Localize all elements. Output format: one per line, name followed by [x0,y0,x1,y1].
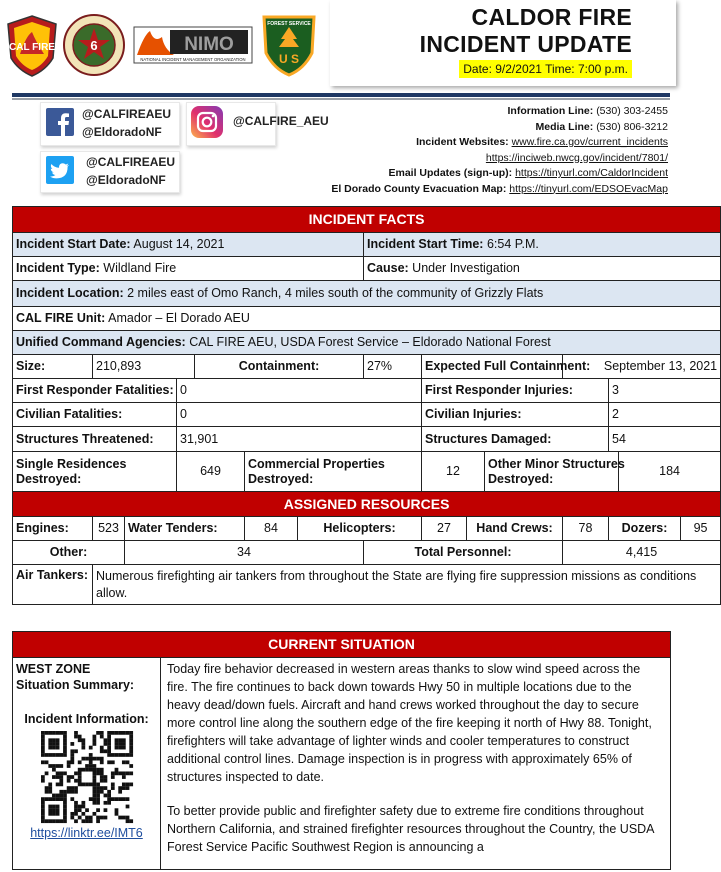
facts-row-unit [13,307,721,331]
info-line-value: (530) 303-2455 [596,105,668,117]
civilian-injuries-value: 2 [609,403,721,427]
facts-row-destroyed [13,452,721,492]
dozers-value: 95 [681,517,721,541]
structures-damaged-value: 54 [609,427,721,452]
websites-label: Incident Websites: [416,136,509,148]
twitter-icon[interactable] [46,156,74,184]
start-date-label: Incident Start Date: [16,237,131,251]
structures-damaged-label: Structures Damaged: [422,427,609,452]
instagram-icon[interactable] [191,106,223,138]
location-label: Incident Location: [16,286,124,300]
firefighter-team-6-patch [63,14,125,76]
other-label: Other: [13,541,125,565]
inciweb-row [331,151,668,167]
size-value: 210,893 [93,355,195,379]
svg-text:CAL FIRE: CAL FIRE [9,42,55,53]
single-residences-value: 649 [177,452,245,492]
responder-fatalities-value: 0 [177,379,422,403]
calfire-unit-value: Amador – El Dorado AEU [108,311,250,325]
media-line-row [331,120,668,136]
unified-command-value: CAL FIRE AEU, USDA Forest Service – Eldorado National Forest [189,335,551,349]
facts-row-civilian [13,403,721,427]
responder-injuries-label: First Responder Injuries: [422,379,609,403]
helicopters-value: 27 [422,517,467,541]
minor-structures-value: 184 [619,452,721,492]
instagram-handle[interactable]: @CALFIRE_AEU [233,114,329,128]
incident-type-label: Incident Type: [16,261,100,275]
contact-info-block [331,104,668,197]
email-updates-label: Email Updates (sign-up): [388,167,513,179]
facts-row-unified-command [13,331,721,355]
facebook-handle-eldoradonf[interactable]: @EldoradoNF [82,125,162,139]
facts-row-structures [13,427,721,452]
minor-structures-label-2: Destroyed: [488,471,554,486]
cause-value: Under Investigation [412,261,520,275]
evac-map-row [331,182,668,198]
commercial-properties-label: Commercial Properties [248,456,385,471]
hand-crews-label: Hand Crews: [467,517,563,541]
unified-command-label: Unified Command Agencies: [16,335,186,349]
twitter-handle-eldoradonf[interactable]: @EldoradoNF [86,173,166,187]
current-situation-table [12,631,671,870]
water-tenders-value: 84 [245,517,298,541]
facts-row-type [13,257,721,281]
expected-containment-value: September 13, 2021 [563,355,721,379]
west-zone-label: WEST ZONE [16,662,91,676]
civilian-injuries-label: Civilian Injuries: [422,403,609,427]
facts-row-size [13,355,721,379]
civilian-fatalities-value: 0 [177,403,422,427]
responder-fatalities-label: First Responder Fatalities: [13,379,177,403]
situation-paragraph-1: Today fire behavior decreased in western areas thanks to slow wind speed across the fire. The fire continues to back down towards Hwy 50 in multiple locations due to the heavy dead/down fuels. Aircraft and hand crews worked throughout the day to secure more control line along the southern edge of the fire keeping it north of Hwy 88. Tonight, firefighters will take advantage of lighter winds and cooler temperatures to construct additional control lines. Damage inspection is in progress with approximately 65% of structures inspected to date. [167,662,652,784]
responder-injuries-value: 3 [609,379,721,403]
single-residences-label-2: Destroyed: [16,471,82,486]
svg-text:NATIONAL INCIDENT MANAGEMENT O: NATIONAL INCIDENT MANAGEMENT ORGANIZATION [140,57,246,62]
situation-paragraph-2: To better provide public and firefighter safety due to extreme fire conditions throughout Northern California, and strained firefighter resources throughout the Country, the USDA Forest Service Pacific Southwest Region is announcing a [167,804,654,854]
report-date-time: Date: 9/2/2021 Time: 7:00 p.m. [459,60,632,78]
dozers-label: Dozers: [609,517,681,541]
media-line-value: (530) 806-3212 [596,120,668,133]
email-updates-row [331,166,668,182]
calfire-unit-label: CAL FIRE Unit: [16,311,106,325]
assigned-resources-heading: ASSIGNED RESOURCES [13,492,721,517]
incident-facts-table [12,206,721,605]
start-time-label: Incident Start Time: [367,237,484,251]
svg-text:FOREST SERVICE: FOREST SERVICE [267,21,311,27]
incident-type-value: Wildland Fire [103,261,177,275]
facts-row-location [13,281,721,307]
svg-text:6: 6 [90,38,98,53]
water-tenders-label: Water Tenders: [125,517,245,541]
minor-structures-label: Other Minor Structures [488,456,625,471]
containment-value: 27% [364,355,422,379]
nimo-logo [134,27,252,63]
start-time-value: 6:54 P.M. [486,237,539,251]
svg-text:U S: U S [278,52,300,66]
incident-information-label: Incident Information: [24,712,149,726]
media-line-label: Media Line: [535,120,594,133]
structures-threatened-value: 31,901 [177,427,422,452]
forest-service-shield [260,13,318,77]
location-value: 2 miles east of Omo Ranch, 4 miles south of the community of Grizzly Flats [127,286,544,300]
facebook-icon[interactable] [46,108,74,136]
air-tankers-value: Numerous firefighting air tankers from throughout the State are flying fire suppression missions as conditions allow. [93,565,721,605]
incident-facts-heading: INCIDENT FACTS [13,207,721,233]
facts-row-start [13,233,721,257]
calfire-incidents-link[interactable]: www.fire.ca.gov/current_incidents [511,136,668,148]
hand-crews-value: 78 [563,517,609,541]
cause-label: Cause: [367,261,409,275]
resources-row-personnel [13,541,721,565]
expected-containment-label: Expected Full Containment: [422,355,563,379]
websites-row [331,135,668,151]
linktree-link[interactable]: https://linktr.ee/IMT6 [30,826,143,840]
situation-summary-label: Situation Summary: [16,678,135,692]
containment-label: Containment: [195,355,364,379]
resources-row-air-tankers [13,565,721,605]
engines-value: 523 [93,517,125,541]
other-value: 34 [125,541,364,565]
title-box [330,0,676,86]
inciweb-link[interactable]: https://inciweb.nwcg.gov/incident/7801/ [485,151,668,164]
total-personnel-value: 4,415 [563,541,721,565]
current-situation-heading: CURRENT SITUATION [13,632,671,658]
engines-label: Engines: [13,517,93,541]
evac-map-link[interactable]: https://tinyurl.com/EDSOEvacMap [509,182,668,195]
facebook-handle-calfireaeu[interactable]: @CALFIREAEU [82,107,172,121]
total-personnel-label: Total Personnel: [364,541,563,565]
header-divider [12,93,670,97]
info-line-row [331,104,668,120]
report-title-line-2: INCIDENT UPDATE [419,31,632,57]
email-updates-link[interactable]: https://tinyurl.com/CaldorIncident [515,167,668,179]
twitter-handle-calfireaeu[interactable]: @CALFIREAEU [86,155,176,169]
report-title-line-1: CALDOR FIRE [471,4,632,30]
header-divider-shadow [12,98,670,100]
structures-threatened-label: Structures Threatened: [13,427,177,452]
svg-text:NIMO: NIMO [184,34,234,55]
info-line-label: Information Line: [507,105,594,117]
helicopters-label: Helicopters: [298,517,422,541]
single-residences-label: Single Residences [16,456,127,471]
qr-code-icon[interactable] [41,731,133,823]
start-date-value: August 14, 2021 [133,237,225,251]
commercial-properties-value: 12 [422,452,485,492]
evac-map-label: El Dorado County Evacuation Map: [331,182,507,195]
size-label: Size: [13,355,93,379]
cal-fire-logo [6,14,58,78]
civilian-fatalities-label: Civilian Fatalities: [13,403,177,427]
resources-row-equipment [13,517,721,541]
commercial-properties-label-2: Destroyed: [248,471,314,486]
air-tankers-label: Air Tankers: [13,565,93,605]
facts-row-responder [13,379,721,403]
